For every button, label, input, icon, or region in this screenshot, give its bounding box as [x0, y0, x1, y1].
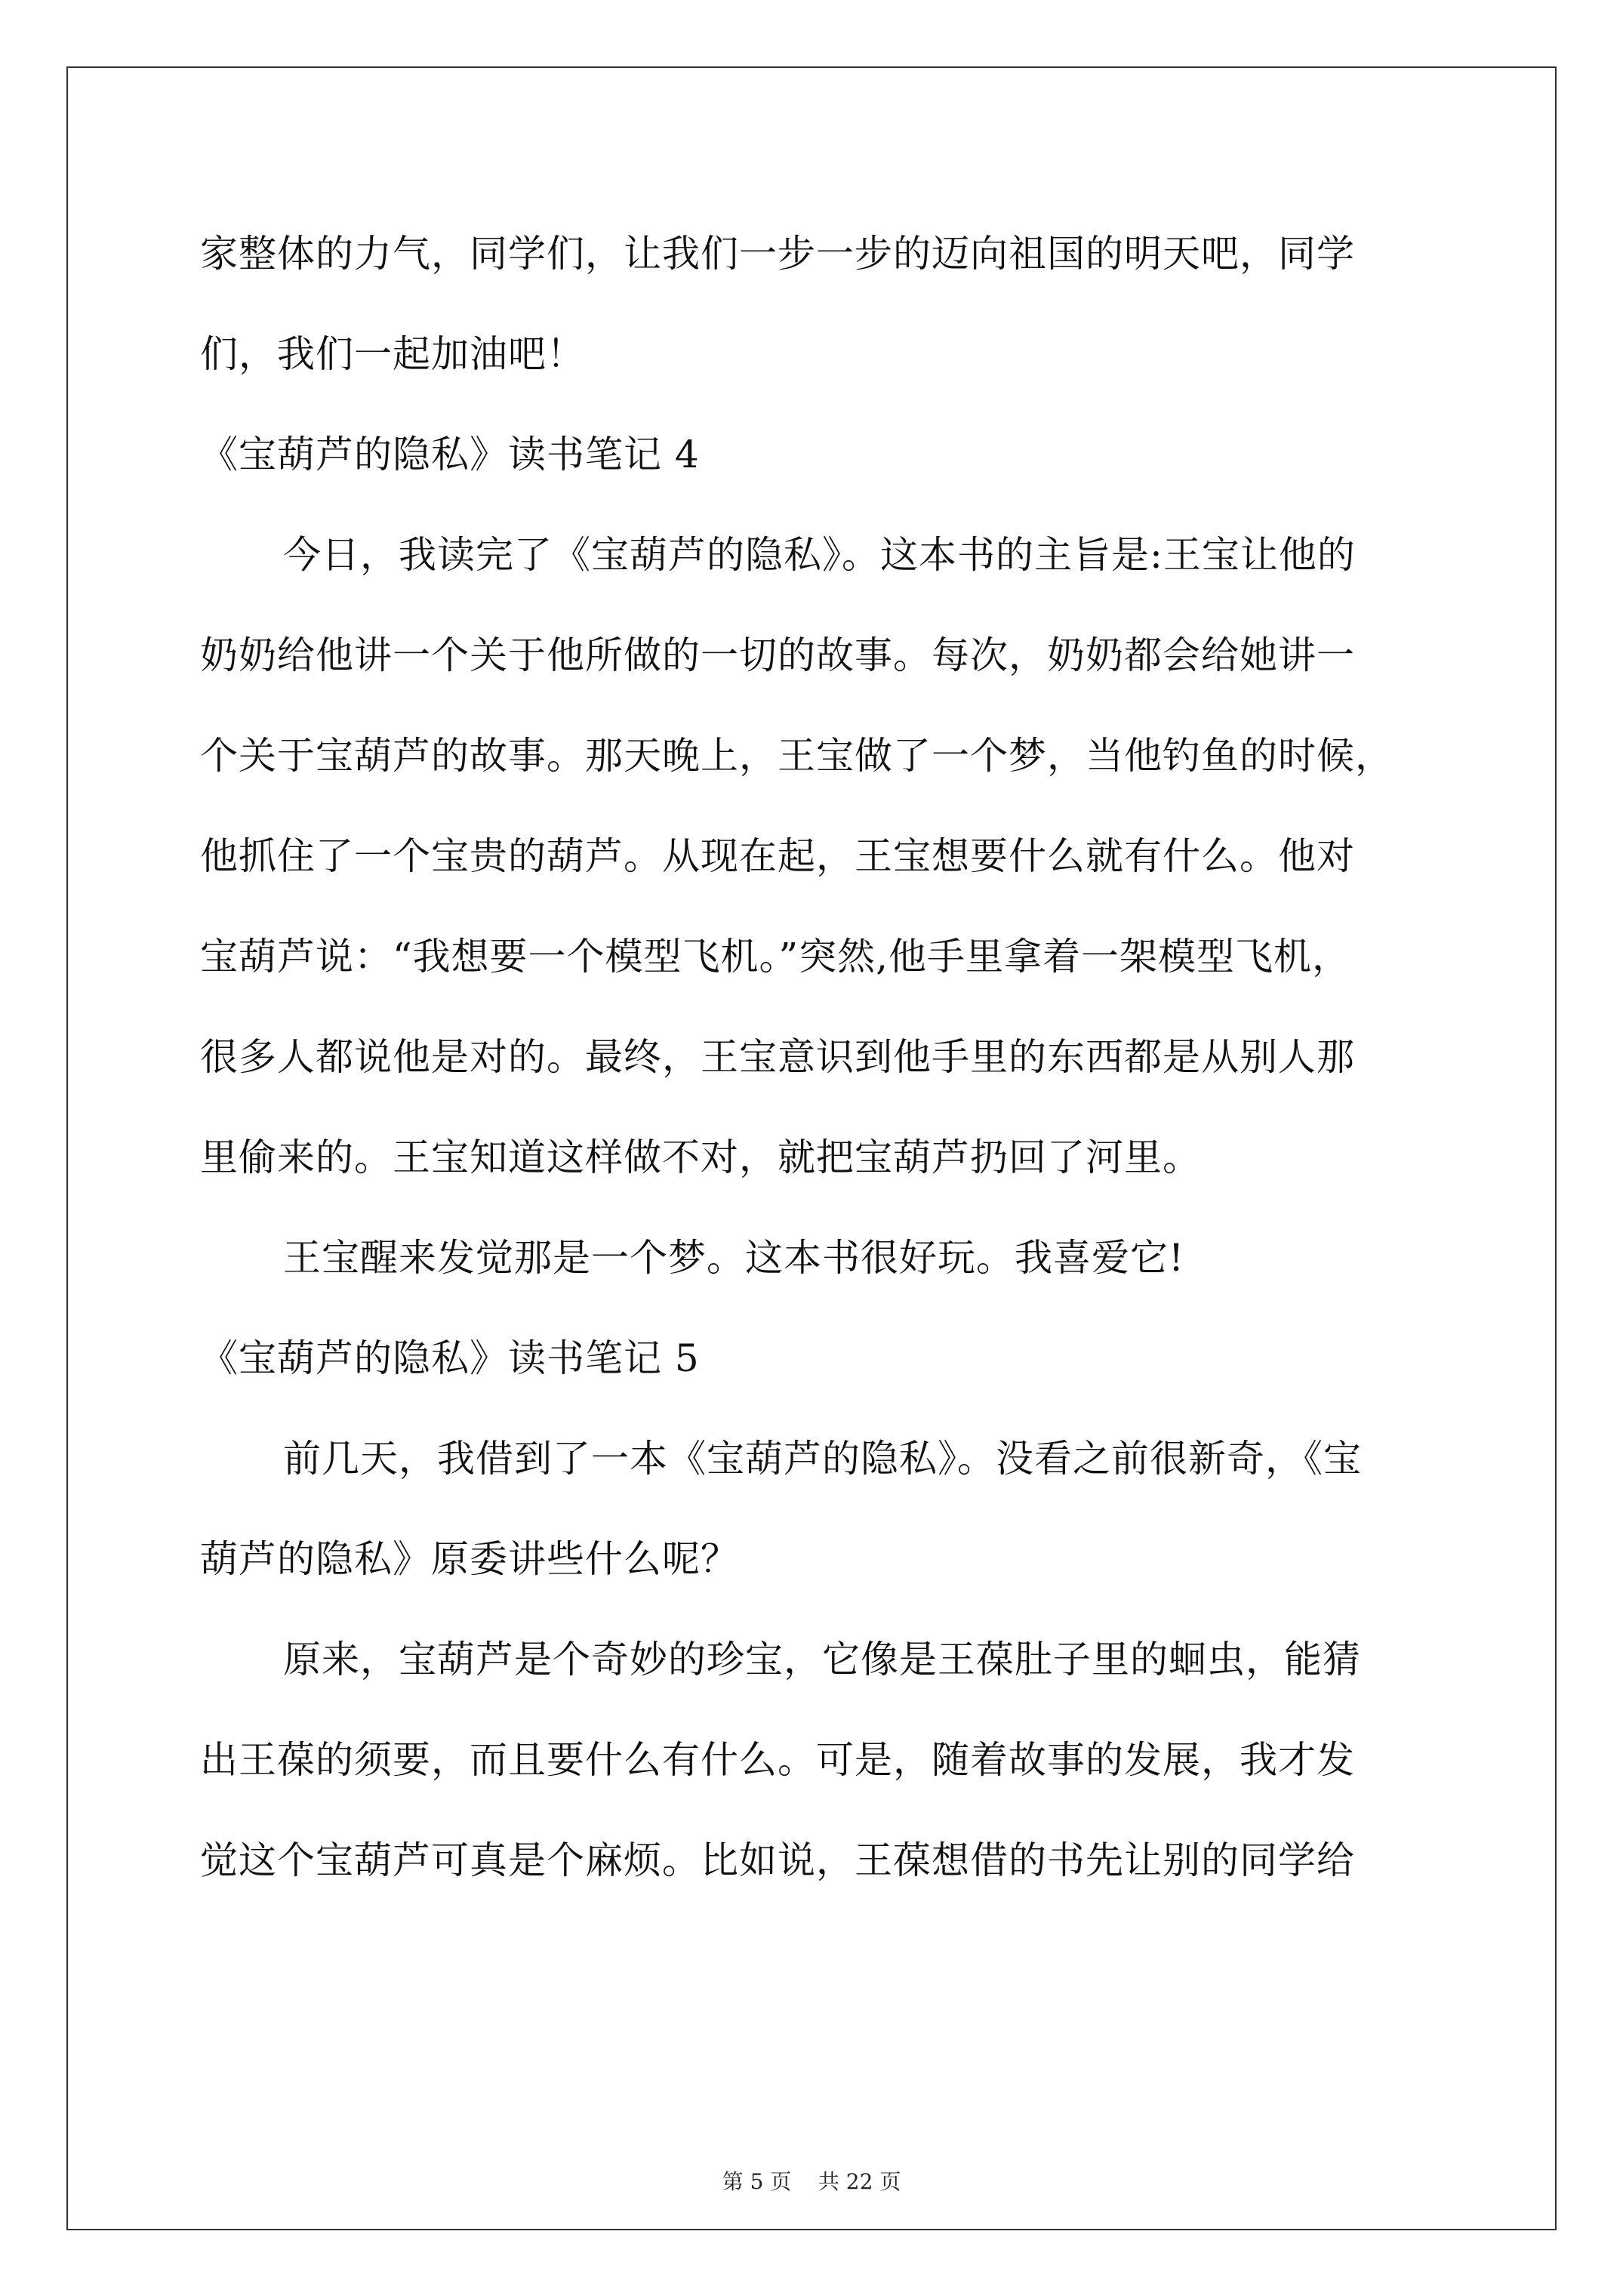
section-heading-5: 《宝葫芦的隐私》读书笔记 5 [200, 1336, 700, 1380]
page-number-footer: 第 5 页 共 22 页 [722, 2169, 901, 2194]
paragraph-start: 前几天，我借到了一本《宝葫芦的隐私》。没看之前很新奇，《宝 [283, 1437, 1362, 1481]
text-line: 他抓住了一个宝贵的葫芦。从现在起，王宝想要什么就有什么。他对 [200, 834, 1355, 878]
paragraph-start: 今日，我读完了《宝葫芦的隐私》。这本书的主旨是:王宝让他的 [283, 533, 1356, 577]
text-line: 出王葆的须要，而且要什么有什么。可是，随着故事的发展，我才发 [200, 1738, 1355, 1782]
text-line: 家整体的力气，同学们，让我们一步一步的迈向祖国的明天吧，同学 [200, 232, 1355, 276]
text-line: 很多人都说他是对的。最终，王宝意识到他手里的东西都是从别人那 [200, 1035, 1355, 1079]
text-line: 宝葫芦说：“我想要一个模型飞机。”突然,他手里拿着一架模型飞机， [200, 935, 1351, 978]
text-line: 们，我们一起加油吧！ [200, 332, 585, 376]
paragraph-start: 原来，宝葫芦是个奇妙的珍宝，它像是王葆肚子里的蛔虫，能猜 [283, 1638, 1361, 1681]
text-line: 觉这个宝葫芦可真是个麻烦。比如说，王葆想借的书先让别的同学给 [200, 1838, 1355, 1882]
section-heading-4: 《宝葫芦的隐私》读书笔记 4 [200, 433, 700, 476]
document-body [200, 204, 1427, 1911]
text-line: 个关于宝葫芦的故事。那天晚上，王宝做了一个梦，当他钓鱼的时候， [200, 734, 1394, 778]
text-line: 里偷来的。王宝知道这样做不对，就把宝葫芦扔回了河里。 [200, 1136, 1201, 1179]
text-line: 葫芦的隐私》原委讲些什么呢？ [200, 1537, 739, 1581]
paragraph-start: 王宝醒来发觉那是一个梦。这本书很好玩。我喜爱它! [283, 1236, 1185, 1280]
text-line: 奶奶给他讲一个关于他所做的一切的故事。每次，奶奶都会给她讲一 [200, 633, 1355, 677]
